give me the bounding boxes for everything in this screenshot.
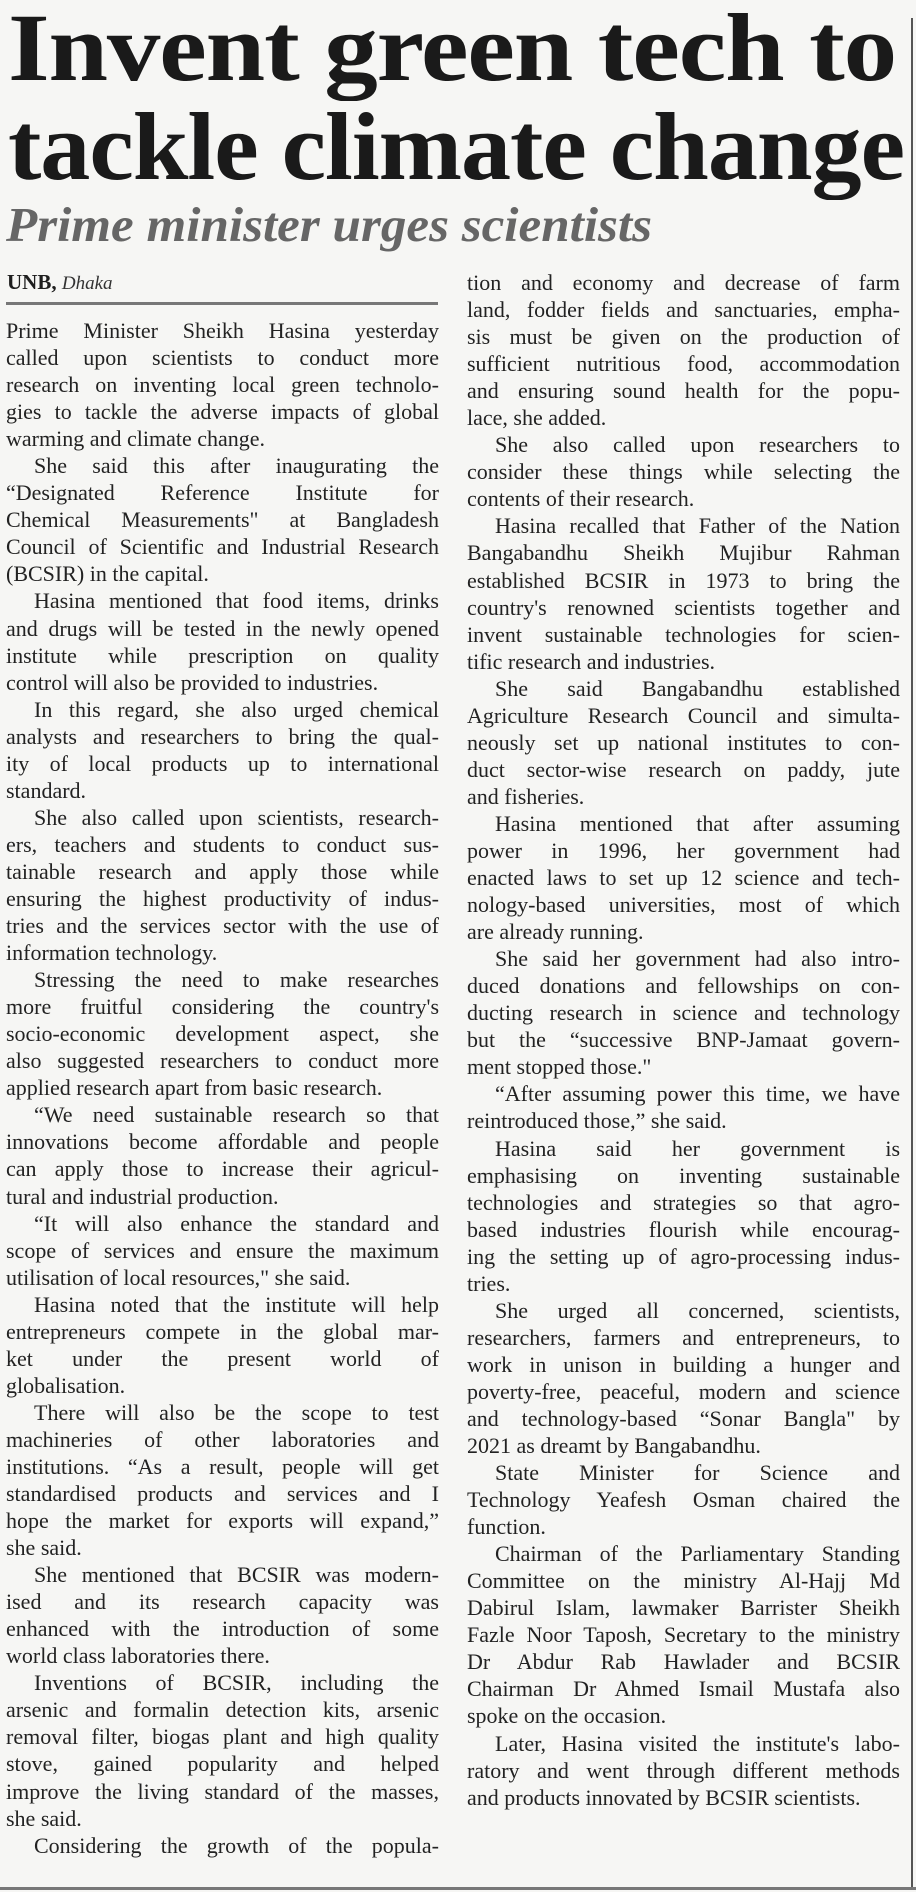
paragraph-line: land, fodder fields and sanctuaries, empha- [467, 297, 900, 323]
article-paragraph [6, 696, 439, 804]
paragraph-line: spoke on the occasion. [467, 1703, 667, 1729]
article-paragraph [6, 804, 439, 966]
article-column-left [6, 317, 439, 1859]
paragraph-line: she said. [6, 1535, 82, 1561]
paragraph-line: Dabirul Islam, lawmaker Barrister Sheikh [467, 1595, 900, 1621]
paragraph-line: Fazle Noor Taposh, Secretary to the ministry [467, 1622, 900, 1648]
paragraph-line: 2021 as dreamt by Bangabandhu. [467, 1433, 761, 1459]
paragraph-line: “We need sustainable research so that [34, 1102, 439, 1128]
paragraph-line: hope the market for exports will expand,” [6, 1508, 439, 1534]
subheadline: Prime minister urges scientists [6, 197, 652, 252]
paragraph-line: Chairman Dr Ahmed Ismail Mustafa also [467, 1676, 900, 1702]
article-paragraph [467, 1540, 900, 1729]
paragraph-line: power in 1996, her government had [467, 837, 900, 863]
paragraph-line: institutions. “As a result, people will get [6, 1453, 439, 1479]
paragraph-line: she said. [6, 1805, 82, 1831]
paragraph-line: invent sustainable technologies for scien- [467, 621, 900, 647]
paragraph-line: Hasina mentioned that food items, drinks [34, 588, 439, 614]
paragraph-line: arsenic and formalin detection kits, arsenic [6, 1697, 439, 1723]
paragraph-line: Hasina said her government is [495, 1135, 900, 1161]
paragraph-line: Hasina recalled that Father of the Nation [495, 513, 900, 539]
paragraph-line: In this regard, she also urged chemical [34, 696, 439, 722]
article-paragraph [467, 675, 900, 810]
paragraph-line: duct sector-wise research on paddy, jute [467, 756, 900, 782]
paragraph-line: “After assuming power this time, we have [495, 1081, 900, 1107]
paragraph-line: tries. [467, 1270, 511, 1296]
paragraph-line: more fruitful considering the country's [6, 994, 439, 1020]
paragraph-line: State Minister for Science and [495, 1460, 900, 1486]
paragraph-line: and drugs will be tested in the newly opened [6, 615, 439, 641]
paragraph-line: She also called upon scientists, research- [34, 804, 439, 830]
paragraph-line: tific research and industries. [467, 648, 716, 674]
paragraph-line: and fisheries. [467, 783, 585, 809]
paragraph-line: contents of their research. [467, 486, 695, 512]
paragraph-line: tion and economy and decrease of farm [467, 270, 900, 295]
paragraph-line: standardised products and services and I [6, 1481, 439, 1507]
paragraph-line: stove, gained popularity and helped [6, 1751, 439, 1777]
article-paragraph [6, 1561, 439, 1669]
paragraph-line: warming and climate change. [6, 426, 266, 452]
headline-line-2: tackle climate change [8, 93, 905, 200]
paragraph-line: ers, teachers and students to conduct sus- [6, 831, 439, 857]
article-paragraph [467, 1135, 900, 1297]
paragraph-line: scope of services and ensure the maximum [6, 1237, 439, 1263]
article-paragraph [467, 1080, 900, 1134]
paragraph-line: “Designated Reference Institute for [6, 480, 439, 506]
paragraph-line: also suggested researchers to conduct more [6, 1048, 439, 1074]
paragraph-line: “It will also enhance the standard and [34, 1210, 439, 1236]
paragraph-line: She also called upon researchers to [495, 432, 900, 458]
paragraph-line: Agriculture Research Council and simulta- [467, 702, 900, 728]
paragraph-line: Prime Minister Sheikh Hasina yesterday [6, 318, 439, 343]
paragraph-line: Technology Yeafesh Osman chaired the [467, 1487, 900, 1513]
byline-divider [6, 302, 438, 305]
headline-line-1: Invent green tech to [8, 0, 897, 101]
paragraph-line: improve the living standard of the masses, [6, 1778, 439, 1804]
paragraph-line: Stressing the need to make researches [34, 967, 439, 993]
paragraph-line: institute while prescription on quality [6, 642, 439, 668]
article-paragraph [467, 512, 900, 674]
paragraph-line: Council of Scientific and Industrial Research [6, 534, 439, 560]
article-paragraph [6, 452, 439, 587]
paragraph-line: utilisation of local resources," she said. [6, 1264, 351, 1290]
paragraph-line: sufficient nutritious food, accommodation [467, 351, 900, 377]
article-paragraph [6, 1669, 439, 1831]
article-paragraph [467, 431, 900, 512]
article-paragraph [6, 1832, 439, 1859]
paragraph-line: and products innovated by BCSIR scientists. [467, 1784, 861, 1810]
paragraph-line: tries and the services sector with the use of [6, 913, 439, 939]
byline-city: Dhaka [61, 273, 113, 294]
byline [7, 272, 113, 293]
paragraph-line: called upon scientists to conduct more [6, 345, 439, 371]
paragraph-line: analysts and researchers to bring the qual- [6, 723, 439, 749]
article-column-right [467, 269, 900, 1811]
paragraph-line: emphasising on inventing sustainable [467, 1162, 900, 1188]
paragraph-line: tural and industrial production. [6, 1183, 279, 1209]
paragraph-line: Inventions of BCSIR, including the [34, 1670, 439, 1696]
paragraph-line: tainable research and apply those while [6, 858, 439, 884]
paragraph-line: Hasina noted that the institute will help [34, 1291, 439, 1317]
paragraph-line: innovations become affordable and people [6, 1129, 439, 1155]
paragraph-line: She urged all concerned, scientists, [495, 1297, 900, 1323]
paragraph-line: enacted laws to set up 12 science and tech- [467, 865, 900, 891]
article-paragraph [6, 966, 439, 1101]
paragraph-line: country's renowned scientists together and [467, 594, 900, 620]
article-paragraph [467, 1730, 900, 1811]
article-paragraph [6, 1291, 439, 1399]
paragraph-line: but the “successive BNP-Jamaat govern- [467, 1027, 900, 1053]
paragraph-line: (BCSIR) in the capital. [6, 561, 209, 587]
column-border-right [911, 18, 913, 1888]
article-paragraph [6, 1399, 439, 1561]
paragraph-line: ducting research in science and technology [467, 1000, 900, 1026]
paragraph-line: Chemical Measurements" at Bangladesh [6, 507, 439, 533]
article-paragraph [6, 1210, 439, 1291]
paragraph-line: control will also be provided to industries. [6, 669, 379, 695]
paragraph-line: standard. [6, 777, 87, 803]
paragraph-line: Later, Hasina visited the institute's labo- [495, 1730, 900, 1756]
bottom-rule [0, 1887, 916, 1890]
paragraph-line: technologies and strategies so that agro- [467, 1189, 900, 1215]
paragraph-line: removal filter, biogas plant and high quality [6, 1724, 439, 1750]
paragraph-line: researchers, farmers and entrepreneurs, to [467, 1324, 900, 1350]
paragraph-line: based industries flourish while encourag- [467, 1216, 900, 1242]
paragraph-line: Committee on the ministry Al-Hajj Md [467, 1568, 900, 1594]
paragraph-line: nology-based universities, most of which [467, 892, 900, 918]
paragraph-line: information technology. [6, 940, 218, 966]
paragraph-line: She said Bangabandhu established [495, 675, 900, 701]
article-paragraph [6, 1101, 439, 1209]
article-paragraph [467, 1297, 900, 1459]
article-paragraph [467, 810, 900, 945]
article-paragraph [467, 269, 900, 431]
paragraph-line: established BCSIR in 1973 to bring the [467, 567, 900, 593]
paragraph-line: She said her government had also intro- [495, 946, 900, 972]
paragraph-line: globalisation. [6, 1372, 126, 1398]
article-paragraph [6, 587, 439, 695]
paragraph-line: world class laboratories there. [6, 1643, 270, 1669]
paragraph-line: and technology-based “Sonar Bangla" by [467, 1405, 900, 1431]
paragraph-line: machineries of other laboratories and [6, 1426, 439, 1452]
article-paragraph [6, 317, 439, 452]
paragraph-line: are already running. [467, 919, 644, 945]
paragraph-line: Dr Abdur Rab Hawlader and BCSIR [467, 1649, 900, 1675]
paragraph-line: can apply those to increase their agricul- [6, 1156, 439, 1182]
paragraph-line: enhanced with the introduction of some [6, 1616, 439, 1642]
paragraph-line: lace, she added. [467, 405, 607, 431]
paragraph-line: ment stopped those." [467, 1054, 652, 1080]
paragraph-line: work in unison in building a hunger and [467, 1351, 900, 1377]
paragraph-line: ity of local products up to international [6, 750, 439, 776]
paragraph-line: neously set up national institutes to con- [467, 729, 900, 755]
paragraph-line: ket under the present world of [6, 1345, 439, 1371]
paragraph-line: gies to tackle the adverse impacts of global [6, 399, 439, 425]
paragraph-line: and ensuring sound health for the popu- [467, 378, 900, 404]
paragraph-line: function. [467, 1514, 546, 1540]
paragraph-line: sis must be given on the production of [467, 324, 900, 350]
paragraph-line: Chairman of the Parliamentary Standing [495, 1541, 900, 1567]
paragraph-line: ratory and went through different methods [467, 1757, 900, 1783]
paragraph-line: poverty-free, peaceful, modern and science [467, 1378, 900, 1404]
paragraph-line: ing the setting up of agro-processing indus- [467, 1243, 900, 1269]
paragraph-line: ensuring the highest productivity of indus- [6, 885, 439, 911]
paragraph-line: entrepreneurs compete in the global mar- [6, 1318, 439, 1344]
paragraph-line: Hasina mentioned that after assuming [495, 810, 900, 836]
paragraph-line: She said this after inaugurating the [34, 453, 439, 479]
paragraph-line: There will also be the scope to test [34, 1399, 439, 1425]
paragraph-line: research on inventing local green technolo- [6, 372, 439, 398]
paragraph-line: reintroduced those,” she said. [467, 1108, 727, 1134]
paragraph-line: socio-economic development aspect, she [6, 1021, 439, 1047]
paragraph-line: duced donations and fellowships on con- [467, 973, 900, 999]
paragraph-line: ised and its research capacity was [6, 1589, 439, 1615]
paragraph-line: She mentioned that BCSIR was modern- [34, 1562, 439, 1588]
article-paragraph [467, 1459, 900, 1540]
byline-agency: UNB, [7, 270, 57, 294]
paragraph-line: Bangabandhu Sheikh Mujibur Rahman [467, 540, 900, 566]
paragraph-line: consider these things while selecting the [467, 459, 900, 485]
article-paragraph [467, 945, 900, 1080]
paragraph-line: Considering the growth of the popula- [34, 1832, 439, 1858]
paragraph-line: applied research apart from basic research. [6, 1075, 383, 1101]
